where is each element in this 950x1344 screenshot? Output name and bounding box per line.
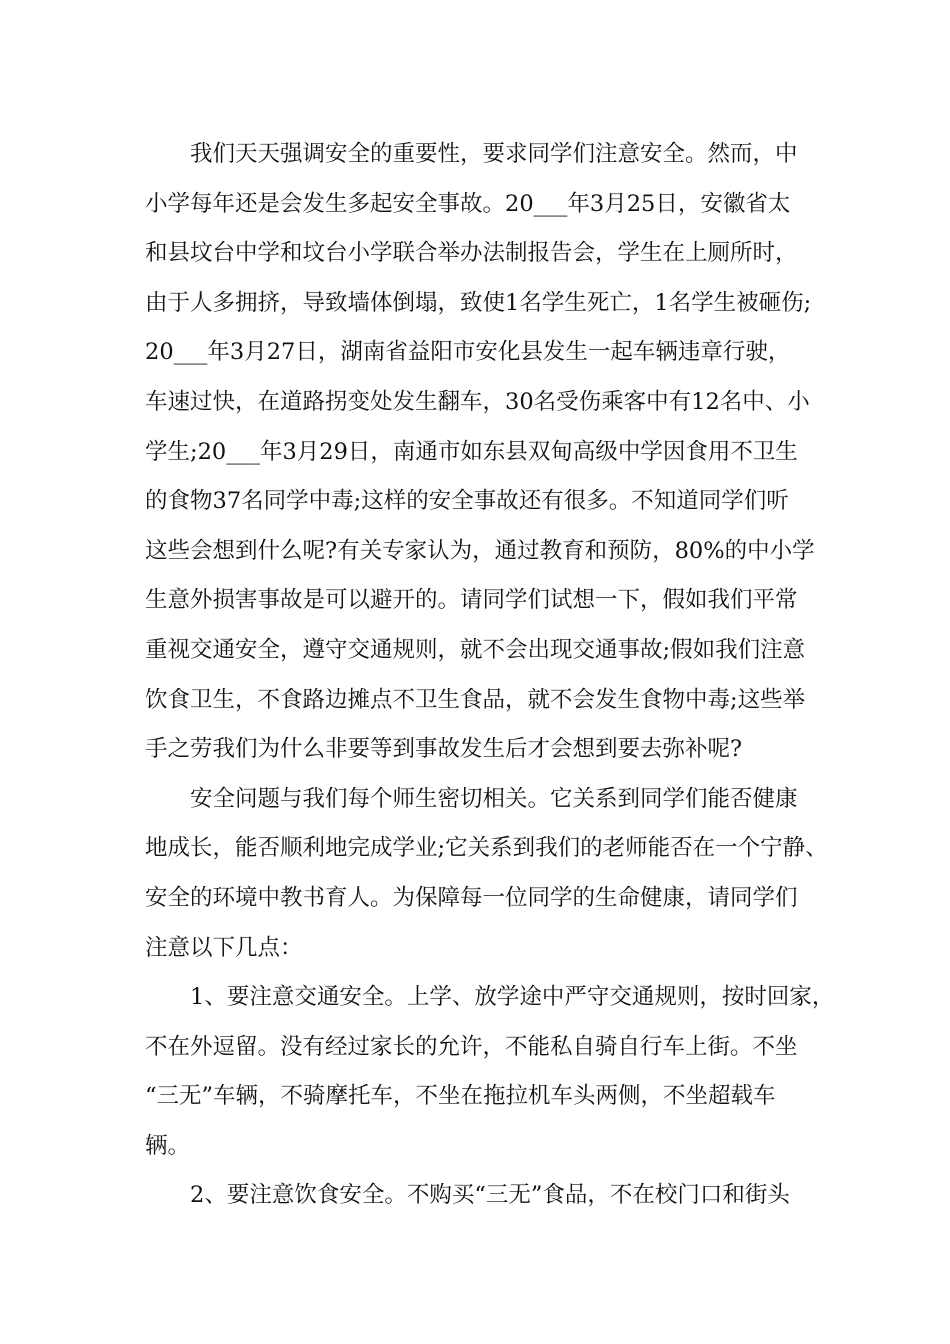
text-line: 由于人多拥挤，导致墙体倒塌，致使1名学生死亡，1名学生被砸伤; — [145, 289, 812, 316]
text-line: 和县坟台中学和坟台小学联合举办法制报告会，学生在上厕所时， — [145, 240, 798, 267]
text-line: 车速过快，在道路拐变处发生翻车，30名受伤乘客中有12名中、小 — [145, 388, 810, 415]
text-line: 1、要注意交通安全。上学、放学途中严守交通规则，按时回家， — [190, 984, 835, 1011]
text-line: 注意以下几点： — [145, 934, 303, 961]
text-line: 重视交通安全，遵守交通规则，就不会出现交通事故;假如我们注意 — [145, 636, 806, 663]
text-line: 手之劳我们为什么非要等到事故发生后才会想到要去弥补呢? — [145, 736, 743, 763]
text-line: 2、要注意饮食安全。不购买“三无”食品，不在校门口和街头 — [190, 1182, 790, 1209]
text-line: 饮食卫生，不食路边摊点不卫生食品，就不会发生食物中毒;这些举 — [145, 686, 806, 713]
text-line: 这些会想到什么呢?有关专家认为，通过教育和预防，80%的中小学 — [145, 537, 815, 564]
text-line: 生意外损害事故是可以避开的。请同学们试想一下，假如我们平常 — [145, 587, 798, 614]
document-body — [145, 130, 835, 1221]
text-line: 地成长，能否顺利地完成学业;它关系到我们的老师能否在一个宁静、 — [145, 835, 828, 862]
text-line: 小学每年还是会发生多起安全事故。20___年3月25日，安徽省太 — [145, 190, 791, 217]
text-line: 我们天天强调安全的重要性，要求同学们注意安全。然而，中 — [190, 141, 798, 167]
text-line: 20___年3月27日，湖南省益阳市安化县发生一起车辆违章行驶， — [145, 339, 791, 366]
text-line: 安全问题与我们每个师生密切相关。它关系到同学们能否健康 — [190, 785, 798, 812]
text-line: 辆。 — [145, 1132, 191, 1159]
text-line: 安全的环境中教书育人。为保障每一位同学的生命健康，请同学们 — [145, 884, 798, 911]
text-line: 学生;20___年3月29日，南通市如东县双甸高级中学因食用不卫生 — [145, 438, 798, 465]
text-line: “三无”车辆，不骑摩托车，不坐在拖拉机车头两侧，不坐超载车 — [145, 1083, 776, 1110]
text-line: 的食物37名同学中毒;这样的安全事故还有很多。不知道同学们听 — [145, 488, 789, 515]
text-line: 不在外逗留。没有经过家长的允许，不能私自骑自行车上街。不坐 — [145, 1033, 798, 1060]
